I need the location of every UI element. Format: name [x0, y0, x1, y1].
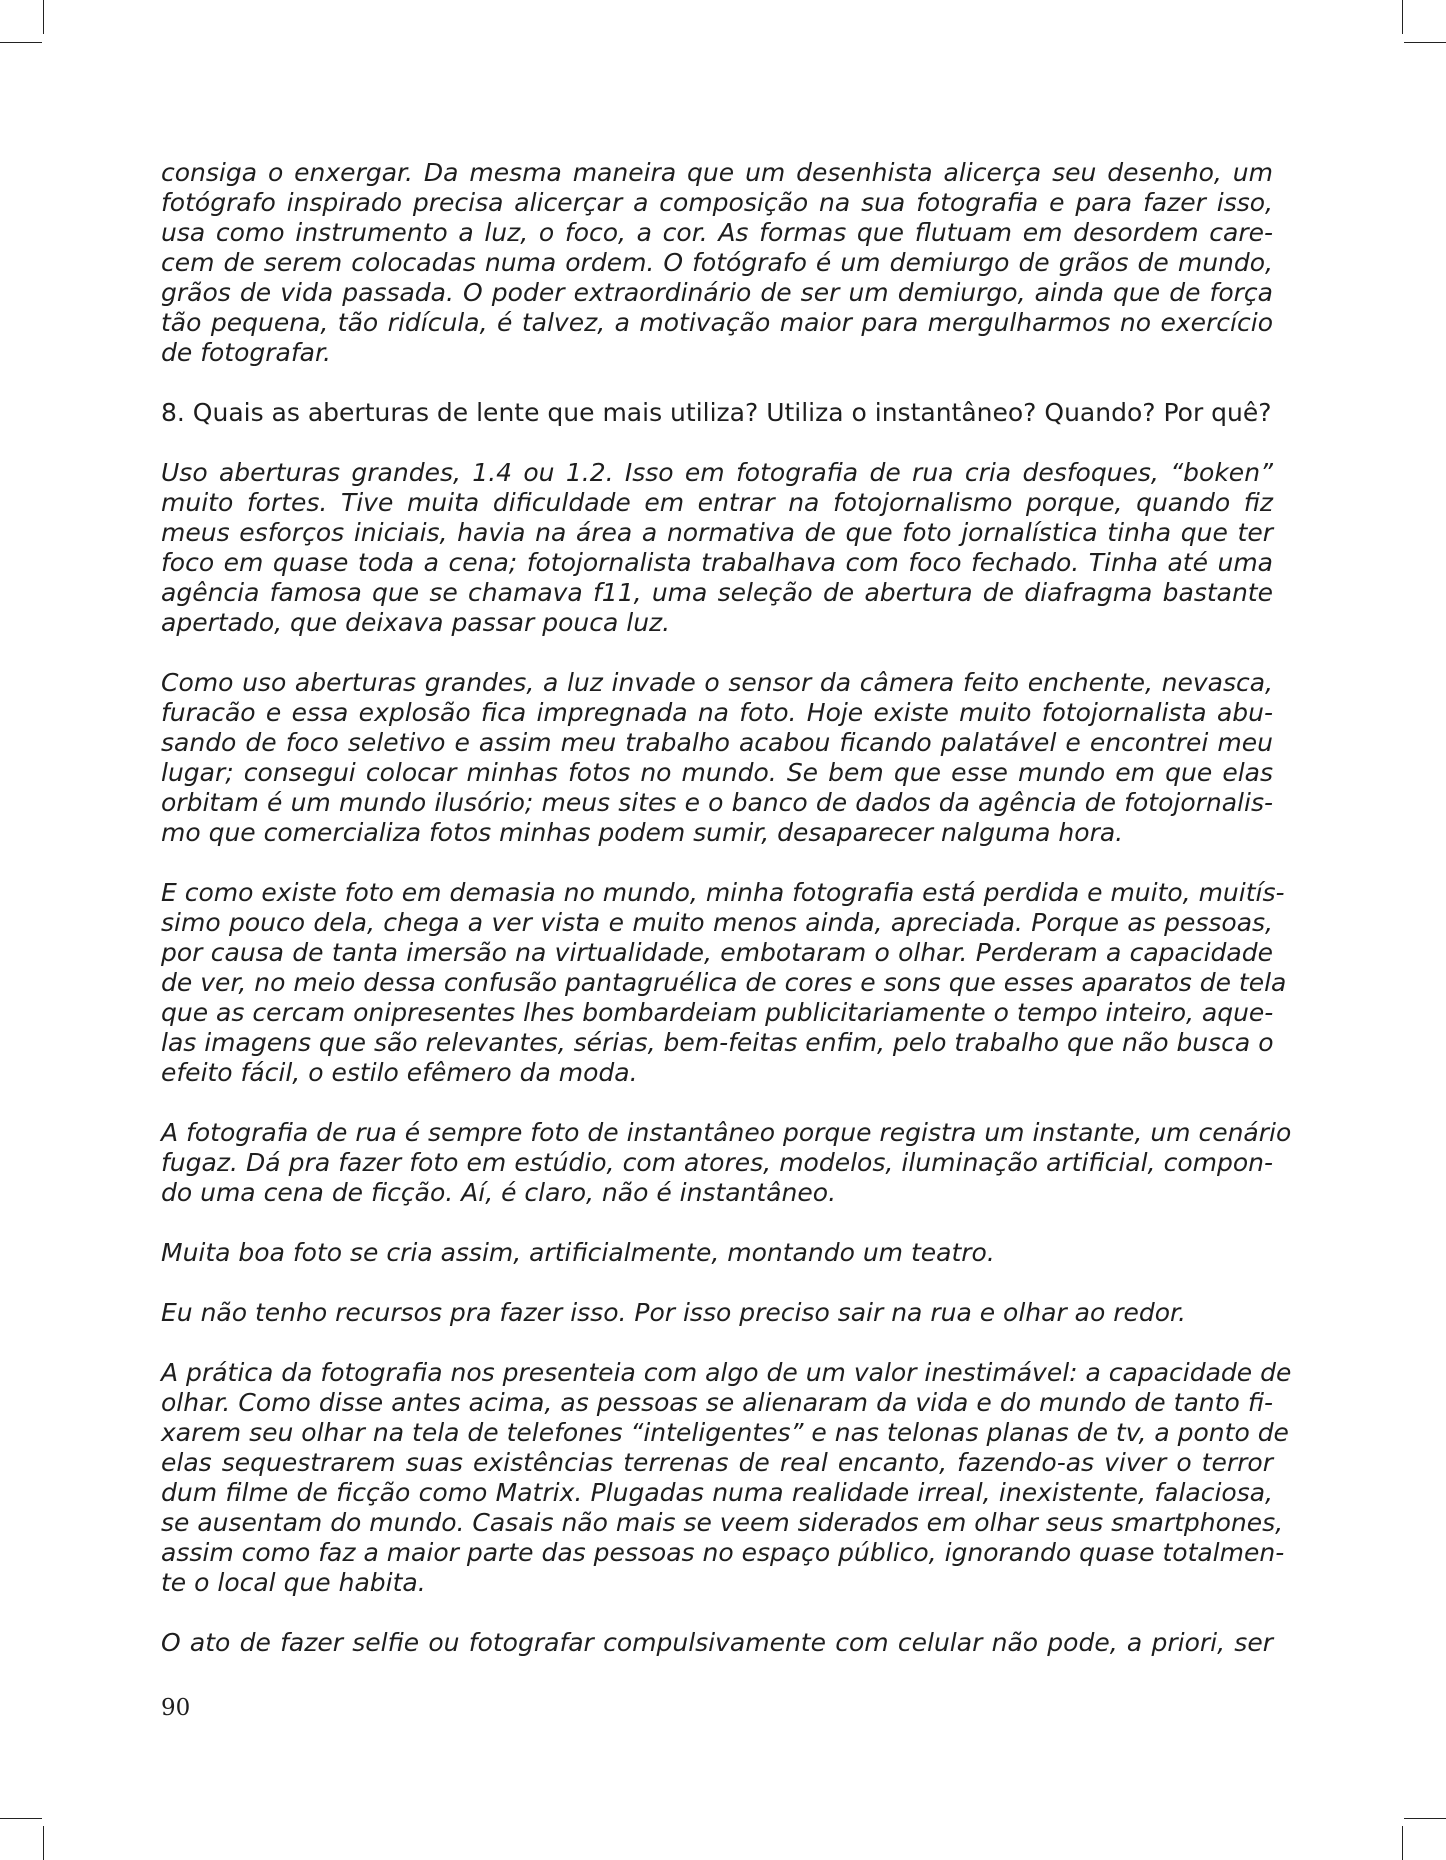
text-line: fotógrafo inspirado precisa alicerçar a composição na sua fotografia e para fazer isso,	[161, 188, 1273, 217]
crop-mark	[1402, 1826, 1403, 1860]
crop-mark	[0, 42, 42, 43]
text-line: que as cercam onipresentes lhes bombardeiam publicitariamente o tempo inteiro, aque-	[161, 998, 1274, 1027]
body-paragraph	[161, 1358, 1292, 1598]
text-line: Eu não tenho recursos pra fazer isso. Por isso preciso sair na rua e olhar ao redor.	[161, 1298, 1186, 1327]
text-line: simo pouco dela, chega a ver vista e muito menos ainda, apreciada. Porque as pessoas,	[161, 908, 1273, 937]
page-number: 90	[161, 1695, 191, 1721]
text-line: muito fortes. Tive muita dificuldade em entrar na fotojornalismo porque, quando fiz	[161, 488, 1273, 517]
body-paragraph	[161, 1238, 1273, 1268]
body-paragraph	[161, 1628, 1273, 1658]
text-line: se ausentam do mundo. Casais não mais se veem siderados em olhar seus smartphones,	[161, 1508, 1284, 1537]
text-line: assim como faz a maior parte das pessoas no espaço público, ignorando quase totalmen-	[161, 1538, 1285, 1567]
text-line: orbitam é um mundo ilusório; meus sites e o banco de dados da agência de fotojornalis-	[161, 788, 1273, 817]
text-line: agência famosa que se chamava f11, uma seleção de abertura de diafragma bastante	[161, 578, 1273, 607]
text-line: de ver, no meio dessa confusão pantagruélica de cores e sons que esses aparatos de tela	[161, 968, 1287, 997]
text-line: olhar. Como disse antes acima, as pessoas se alienaram da vida e do mundo de tanto fi-	[161, 1388, 1273, 1417]
text-line: 8. Quais as aberturas de lente que mais utiliza? Utiliza o instantâneo? Quando? Por quê?	[161, 398, 1272, 427]
text-line: O ato de fazer selfie ou fotografar compulsivamente com celular não pode, a priori, ser	[161, 1628, 1273, 1657]
text-line: foco em quase toda a cena; fotojornalista trabalhava com foco fechado. Tinha até uma	[161, 548, 1273, 577]
text-line: A fotografia de rua é sempre foto de instantâneo porque registra um instante, um cenário	[161, 1118, 1292, 1147]
text-line: grãos de vida passada. O poder extraordinário de ser um demiurgo, ainda que de força	[161, 278, 1273, 307]
body-paragraph	[161, 458, 1273, 638]
text-line: do uma cena de ficção. Aí, é claro, não é instantâneo.	[161, 1178, 837, 1207]
text-line: fugaz. Dá pra fazer foto em estúdio, com atores, modelos, iluminação artificial, compon-	[161, 1148, 1273, 1177]
text-line: te o local que habita.	[161, 1568, 426, 1597]
text-line: de fotografar.	[161, 338, 331, 367]
body-text	[161, 158, 1292, 1688]
text-line: apertado, que deixava passar pouca luz.	[161, 608, 671, 637]
text-line: elas sequestrarem suas existências terrenas de real encanto, fazendo-as viver o terror	[161, 1448, 1273, 1477]
text-line: dum filme de ficção como Matrix. Plugadas numa realidade irreal, inexistente, falaciosa,	[161, 1478, 1273, 1507]
crop-mark	[43, 0, 44, 34]
text-line: mo que comercializa fotos minhas podem sumir, desaparecer nalguma hora.	[161, 818, 1124, 847]
body-paragraph	[161, 668, 1273, 848]
text-line: usa como instrumento a luz, o foco, a cor. As formas que flutuam em desordem care-	[161, 218, 1273, 247]
text-line: las imagens que são relevantes, sérias, bem-feitas enfim, pelo trabalho que não busca o	[161, 1028, 1274, 1057]
text-line: A prática da fotografia nos presenteia com algo de um valor inestimável: a capacidade de	[161, 1358, 1292, 1387]
question-paragraph	[161, 398, 1273, 428]
text-line: tão pequena, tão ridícula, é talvez, a motivação maior para mergulharmos no exercício	[161, 308, 1273, 337]
body-paragraph	[161, 1118, 1292, 1208]
text-line: furacão e essa explosão fica impregnada na foto. Hoje existe muito fotojornalista abu-	[161, 698, 1273, 727]
body-paragraph	[161, 878, 1287, 1088]
text-line: meus esforços iniciais, havia na área a normativa de que foto jornalística tinha que ter	[161, 518, 1273, 547]
text-line: por causa de tanta imersão na virtualidade, embotaram o olhar. Perderam a capacidade	[161, 938, 1273, 967]
text-line: efeito fácil, o estilo efêmero da moda.	[161, 1058, 638, 1087]
crop-mark	[43, 1826, 44, 1860]
text-line: Como uso aberturas grandes, a luz invade o sensor da câmera feito enchente, nevasca,	[161, 668, 1273, 697]
crop-mark	[0, 1818, 42, 1819]
text-line: Muita boa foto se cria assim, artificialmente, montando um teatro.	[161, 1238, 995, 1267]
text-line: Uso aberturas grandes, 1.4 ou 1.2. Isso em fotografia de rua cria desfoques, “boken”	[161, 458, 1273, 487]
text-line: lugar; consegui colocar minhas fotos no mundo. Se bem que esse mundo em que elas	[161, 758, 1273, 787]
crop-mark	[1404, 1818, 1446, 1819]
crop-mark	[1404, 42, 1446, 43]
body-paragraph	[161, 158, 1273, 368]
text-line: E como existe foto em demasia no mundo, minha fotografia está perdida e muito, muitís-	[161, 878, 1285, 907]
crop-mark	[1402, 0, 1403, 34]
text-line: xarem seu olhar na tela de telefones “inteligentes” e nas telonas planas de tv, a ponto de	[161, 1418, 1289, 1447]
text-line: consiga o enxergar. Da mesma maneira que um desenhista alicerça seu desenho, um	[161, 158, 1273, 187]
text-line: cem de serem colocadas numa ordem. O fotógrafo é um demiurgo de grãos de mundo,	[161, 248, 1273, 277]
text-line: sando de foco seletivo e assim meu trabalho acabou ficando palatável e encontrei meu	[161, 728, 1273, 757]
body-paragraph	[161, 1298, 1273, 1328]
